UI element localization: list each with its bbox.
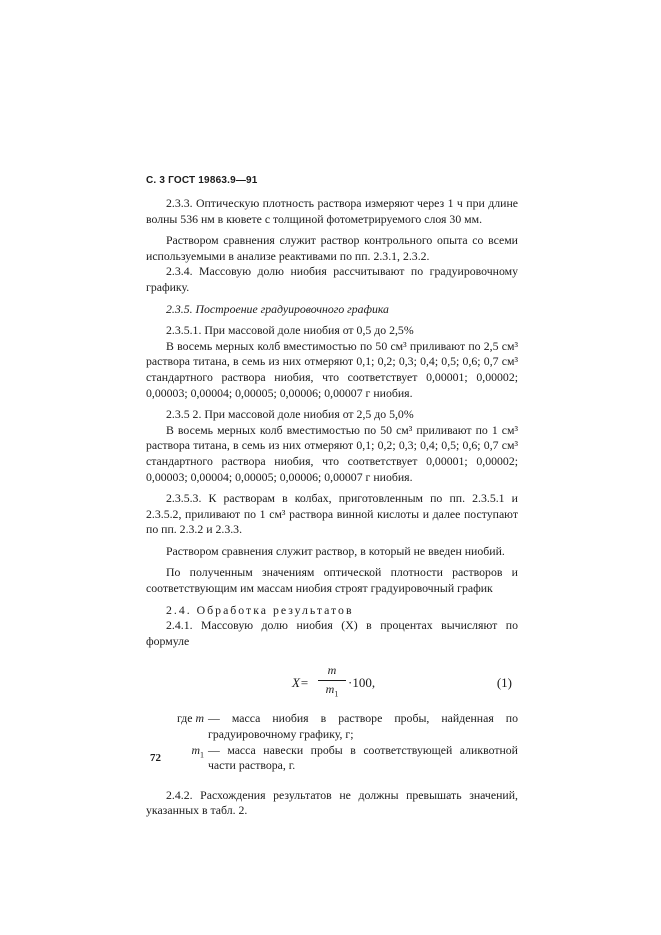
paragraph-2-3-4: 2.3.4. Массовую долю ниобия рассчитывают по градуировочному графику. [146,264,518,294]
paragraph-2-3-5-3: 2.3.5.3. К растворам в колбах, приготовленным по пп. 2.3.5.1 и 2.3.5.2, приливают по 1 см³ раствора винной кислоты и далее поступают по пп. 2.3.2 и 2.3.3. [146,491,518,537]
paragraph-2-3-5-1: 2.3.5.1. При массовой доле ниобия от 0,5 до 2,5% [166,323,414,338]
formula-1 [146,663,518,707]
paragraph-2-4-1: 2.4.1. Массовую долю ниобия (X) в процентах вычисляют по формуле [146,618,518,648]
heading-2-4: 2.4. Обработка результатов [166,602,354,617]
paragraph-2-4-2: 2.4.2. Расхождения результатов не должны превышать значений, указанных в табл. 2. [146,787,518,818]
paragraph-flasks-1: В восемь мерных колб вместимостью по 50 см³ приливают по 2,5 см³ раствора титана, в семь из них отмеряют 0,1; 0,2; 0,3; 0,4; 0,5; 0,6; 0,7 см³ стандартного раствора ниобия, что соответствует 0,00001; 0,00002; 0,00003; 0,00004; 0,00005; 0,00006; 0,00007 г ниобия. [146,338,518,400]
variable-description: — масса навески пробы в соответствующей аликвотной части раствора, г. [208,742,518,773]
formula-lhs: X= [292,675,309,691]
formula-denominator-subscript: 1 [334,689,339,699]
variable-definition [146,711,518,742]
heading-2-3-5: 2.3.5. Построение градуировочного графика [166,301,389,316]
paragraph-reference-solution-1: Раствором сравнения служит раствор контрольного опыта со всеми используемыми в анализе реактивами по пп. 2.3.1, 2.3.2. [146,233,518,263]
formula-numerator: m [318,663,346,681]
variable-letter: m [195,711,204,726]
variable-description: — масса ниобия в растворе пробы, найденная по градуировочному графику, г; [208,711,518,742]
document-body [146,196,518,819]
page-header: С. 3 ГОСТ 19863.9—91 [146,175,258,186]
formula-fraction [318,663,346,702]
paragraph-calibration-graph: По полученным значениям оптической плотности растворов и соответствующим им массам ниобия строят градуировочный график [146,565,518,596]
formula-denominator [318,681,346,702]
page-number: 72 [150,752,161,764]
paragraph-2-3-3: 2.3.3. Оптическую плотность раствора измеряют через 1 ч при длине волны 536 нм в кювете с толщиной фотометрируемого слоя 30 мм. [146,196,518,226]
paragraph-reference-solution-2: Раствором сравнения служит раствор, в который не введен ниобий. [166,543,505,558]
formula-number: (1) [496,675,512,691]
paragraph-2-3-5-2: 2.3.5 2. При массовой доле ниобия от 2,5 до 5,0% [166,407,414,422]
variable-letter: m [191,742,200,757]
variable-subscript: 1 [200,749,204,759]
formula-denominator-symbol: m [325,682,335,697]
variable-symbol [146,711,208,742]
formula-multiplier: ·100, [348,675,376,691]
variable-definition [146,743,518,774]
where-prefix: где [177,711,193,726]
paragraph-flasks-2: В восемь мерных колб вместимостью по 50 см³ приливают по 1 см³ раствора титана, в семь из них отмеряют 0,1; 0,2; 0,3; 0,4; 0,5; 0,6; 0,7 см³ стандартного раствора ниобия, что соответствует 0,00001; 0,00002; 0,00003; 0,00004; 0,00005; 0,00006; 0,00007 г ниобия. [146,422,518,484]
